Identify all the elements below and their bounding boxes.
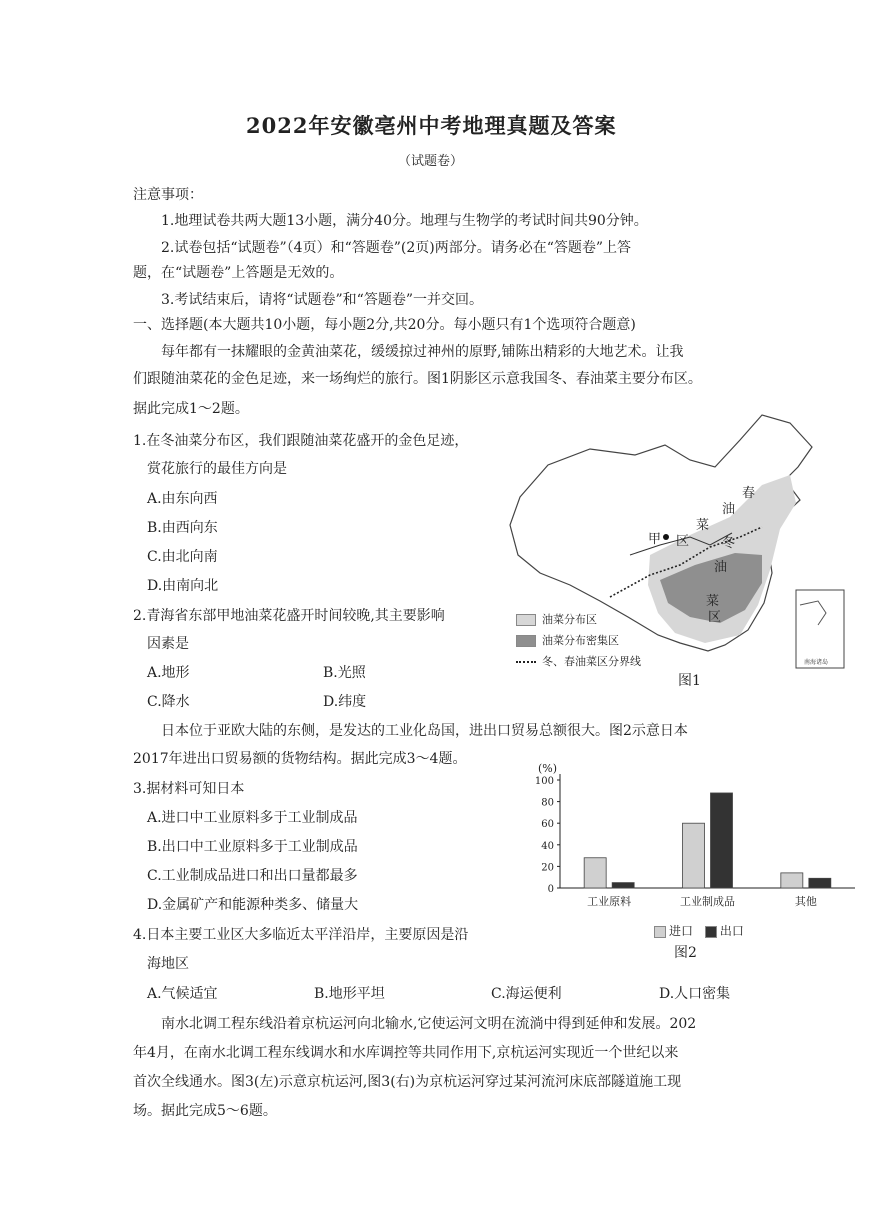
bar-进口-工业原料 (584, 858, 606, 888)
q1-option-d[interactable]: D.由南向北 (147, 578, 219, 594)
y-tick-label: 60 (541, 819, 554, 831)
map-label-qu2: 区 (708, 610, 722, 625)
legend-text-boundary: 冬、春油菜区分界线 (542, 655, 641, 668)
q2-stem-1: 2.青海省东部甲地油菜花盛开时间较晚,其主要影响 (133, 608, 445, 624)
map-label-you1: 油 (722, 502, 736, 517)
bar-进口-其他 (781, 873, 803, 888)
subtitle: （试题卷） (398, 154, 464, 169)
bar-出口-工业制成品 (711, 793, 733, 888)
y-tick-label: 20 (541, 862, 554, 874)
page-title: 2022年安徽亳州中考地理真题及答案 (246, 113, 617, 138)
legend-text-export: 出口 (719, 924, 744, 938)
figure-2-chart (520, 760, 865, 965)
map-label-qu1: 区 (676, 534, 690, 549)
q3-option-c[interactable]: C.工业制成品进口和出口量都最多 (147, 868, 358, 884)
notice-line-4: 3.考试结束后，请将“试题卷”和“答题卷”一并交回。 (161, 292, 483, 308)
map-label-cai2: 菜 (706, 594, 720, 609)
para1-line-1: 每年都有一抹耀眼的金黄油菜花，缓缓掠过神州的原野,铺陈出精彩的大地艺术。让我 (161, 344, 684, 360)
legend-swatch-area (516, 614, 536, 626)
q1-option-a[interactable]: A.由东向西 (147, 491, 218, 507)
para2-line-2: 2017年进出口贸易额的货物结构。据此完成3～4题。 (133, 751, 467, 767)
q1-option-c[interactable]: C.由北向南 (147, 549, 218, 565)
notice-line-3: 题，在“试题卷”上答题是无效的。 (133, 265, 344, 281)
trade-bar-chart (520, 760, 865, 930)
map-legend-boundary (516, 653, 641, 669)
q3-option-d[interactable]: D.金属矿产和能源种类多、储量大 (147, 897, 359, 913)
x-category-label: 工业制成品 (680, 895, 735, 908)
map-legend-dense (516, 632, 619, 648)
q2-option-b[interactable]: B.光照 (323, 665, 366, 681)
q2-option-c[interactable]: C.降水 (147, 694, 190, 710)
section-1-heading: 一、选择题(本大题共10小题，每小题2分,共20分。每小题只有1个选项符合题意) (133, 317, 636, 333)
q3-option-a[interactable]: A.进口中工业原料多于工业制成品 (147, 810, 358, 826)
q1-option-b[interactable]: B.由西向东 (147, 520, 218, 536)
para1-line-3: 据此完成1～2题。 (133, 401, 249, 417)
location-jia-marker (663, 534, 669, 540)
y-tick-label: 80 (541, 797, 554, 809)
map-label-cai1: 菜 (696, 518, 710, 533)
y-tick-label: 0 (547, 884, 554, 895)
q1-stem-2: 赏花旅行的最佳方向是 (147, 461, 287, 477)
bar-出口-工业原料 (612, 883, 634, 888)
figure-1-map (500, 405, 848, 690)
map-label-you2: 油 (714, 560, 728, 575)
para1-line-2: 们跟随油菜花的金色足迹，来一场绚烂的旅行。图1阴影区示意我国冬、春油菜主要分布区。 (133, 371, 702, 387)
bar-进口-工业制成品 (683, 823, 705, 888)
bar-出口-其他 (809, 878, 831, 888)
q2-option-d[interactable]: D.纬度 (323, 694, 367, 710)
para3-line-4: 场。据此完成5～6题。 (133, 1103, 277, 1119)
south-sea-inset (796, 590, 844, 668)
map-label-jia: 甲 (648, 532, 662, 547)
para2-line-1: 日本位于亚欧大陆的东侧，是发达的工业化岛国，进出口贸易总额很大。图2示意日本 (161, 723, 688, 739)
q2-option-a[interactable]: A.地形 (147, 665, 190, 681)
q4-option-c[interactable]: C.海运便利 (491, 986, 562, 1002)
map-label-dong: 冬 (722, 536, 736, 551)
map-legend-area (516, 611, 597, 627)
x-category-label: 工业原料 (587, 895, 632, 908)
q4-stem-1: 4.日本主要工业区大多临近太平洋沿岸，主要原因是沿 (133, 927, 469, 943)
legend-swatch-import (654, 926, 666, 938)
q4-option-d[interactable]: D.人口密集 (659, 986, 731, 1002)
q4-option-b[interactable]: B.地形平坦 (314, 986, 385, 1002)
q1-stem-1: 1.在冬油菜分布区，我们跟随油菜花盛开的金色足迹， (133, 433, 469, 449)
q4-stem-2: 海地区 (147, 956, 189, 972)
figure-1-caption: 图1 (678, 673, 701, 689)
y-tick-label: 40 (541, 840, 554, 852)
para3-line-2: 年4月，在南水北调工程东线调水和水库调控等共同作用下,京杭运河实现近一个世纪以来 (133, 1045, 679, 1061)
chart-legend (654, 922, 744, 939)
notice-line-1: 1.地理试卷共两大题13小题，满分40分。地理与生物学的考试时间共90分钟。 (161, 213, 648, 229)
para3-line-3: 首次全线通水。图3(左)示意京杭运河,图3(右)为京杭运河穿过某河流河床底部隧道施工现 (133, 1074, 682, 1090)
figure-2-caption: 图2 (674, 945, 697, 961)
legend-swatch-dense (516, 635, 536, 647)
map-label-chun: 春 (742, 486, 756, 501)
q2-stem-2: 因素是 (147, 636, 189, 652)
notice-heading: 注意事项： (133, 187, 203, 203)
q3-option-b[interactable]: B.出口中工业原料多于工业制成品 (147, 839, 358, 855)
legend-swatch-boundary (516, 661, 536, 663)
q4-option-a[interactable]: A.气候适宜 (147, 986, 218, 1002)
chart-ylabel: (%) (538, 762, 558, 775)
legend-text-import: 进口 (669, 924, 694, 938)
legend-swatch-export (705, 926, 717, 938)
notice-line-2: 2.试卷包括“试题卷”（4页）和“答题卷”(2页)两部分。请务必在“答题卷”上答 (161, 240, 632, 256)
x-category-label: 其他 (794, 895, 817, 908)
legend-text-dense: 油菜分布密集区 (542, 634, 619, 647)
inset-label: 南海诸岛 (804, 659, 829, 666)
para3-line-1: 南水北调工程东线沿着京杭运河向北输水,它使运河文明在流淌中得到延伸和发展。202 (161, 1016, 697, 1032)
q3-stem: 3.据材料可知日本 (133, 781, 245, 797)
y-tick-label: 100 (534, 776, 554, 787)
legend-text-area: 油菜分布区 (542, 613, 597, 626)
